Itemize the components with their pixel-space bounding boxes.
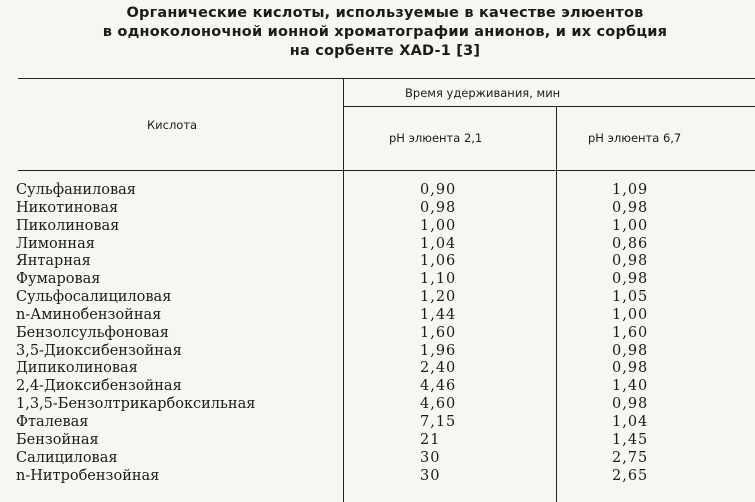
table-row bbox=[16, 289, 755, 307]
table-row bbox=[16, 396, 755, 414]
acid-name: Салициловая bbox=[16, 449, 118, 466]
acid-name: n-Нитробензойная bbox=[16, 467, 160, 484]
table-row bbox=[16, 414, 755, 432]
acid-name: Бензолсульфоновая bbox=[16, 324, 169, 341]
caption-line-1: Органические кислоты, используемые в качестве элюентов bbox=[126, 5, 644, 21]
retention-ph-6-7: 0,98 bbox=[612, 396, 649, 413]
acid-name: Лимонная bbox=[16, 235, 95, 252]
retention-ph-2-1: 21 bbox=[420, 431, 441, 448]
retention-ph-2-1: 1,06 bbox=[420, 253, 457, 270]
column-header-ph-6-7: pH элюента 6,7 bbox=[588, 131, 682, 145]
table-row bbox=[16, 253, 755, 271]
retention-ph-6-7: 1,04 bbox=[612, 413, 649, 430]
retention-ph-2-1: 4,46 bbox=[420, 378, 457, 395]
retention-ph-6-7: 0,98 bbox=[612, 342, 649, 359]
retention-ph-6-7: 1,45 bbox=[612, 431, 649, 448]
retention-ph-6-7: 1,00 bbox=[612, 306, 649, 323]
retention-ph-2-1: 0,90 bbox=[420, 182, 457, 198]
header-bottom-rule bbox=[18, 170, 755, 171]
acid-name: Сульфосалициловая bbox=[16, 289, 172, 306]
acid-name: Фталевая bbox=[16, 413, 89, 430]
table-top-rule bbox=[18, 78, 755, 79]
column-header-acid: Кислота bbox=[147, 118, 198, 132]
retention-ph-6-7: 1,60 bbox=[612, 324, 649, 341]
retention-ph-2-1: 1,44 bbox=[420, 306, 457, 323]
caption-line-3: на сорбенте XAD-1 [3] bbox=[289, 43, 481, 59]
retention-ph-2-1: 30 bbox=[420, 467, 441, 484]
retention-ph-2-1: 1,60 bbox=[420, 324, 457, 341]
retention-ph-2-1: 1,04 bbox=[420, 235, 457, 252]
table-row bbox=[16, 307, 755, 325]
retention-ph-6-7: 1,09 bbox=[612, 182, 649, 198]
table-row bbox=[16, 360, 755, 378]
retention-ph-2-1: 1,20 bbox=[420, 289, 457, 306]
table-row bbox=[16, 450, 755, 468]
acid-name: Бензойная bbox=[16, 431, 99, 448]
acid-name: 3,5-Диоксибензойная bbox=[16, 342, 182, 359]
table-row bbox=[16, 325, 755, 343]
table-row bbox=[16, 378, 755, 396]
acid-name: 2,4-Диоксибензойная bbox=[16, 378, 182, 395]
retention-ph-6-7: 1,00 bbox=[612, 217, 649, 234]
retention-ph-2-1: 30 bbox=[420, 449, 441, 466]
table-row bbox=[16, 271, 755, 289]
retention-ph-6-7: 1,05 bbox=[612, 289, 649, 306]
retention-ph-6-7: 2,75 bbox=[612, 449, 649, 466]
acid-name: Никотиновая bbox=[16, 199, 119, 216]
header-sub-rule bbox=[344, 106, 755, 107]
table-row bbox=[16, 236, 755, 254]
retention-ph-2-1: 7,15 bbox=[420, 413, 457, 430]
retention-ph-2-1: 1,96 bbox=[420, 342, 457, 359]
table-row bbox=[16, 343, 755, 361]
table-row bbox=[16, 218, 755, 236]
retention-ph-6-7: 0,86 bbox=[612, 235, 649, 252]
retention-ph-2-1: 0,98 bbox=[420, 199, 457, 216]
acid-name: Пиколиновая bbox=[16, 217, 120, 234]
table-row bbox=[16, 432, 755, 450]
table-row bbox=[16, 182, 755, 200]
retention-ph-6-7: 0,98 bbox=[612, 199, 649, 216]
retention-ph-2-1: 2,40 bbox=[420, 360, 457, 377]
acid-name: n-Аминобензойная bbox=[16, 306, 162, 323]
column-header-ph-2-1: pH элюента 2,1 bbox=[389, 131, 483, 145]
retention-ph-6-7: 1,40 bbox=[612, 378, 649, 395]
column-header-retention: Время удерживания, мин bbox=[405, 86, 561, 100]
acid-name: Янтарная bbox=[16, 253, 91, 270]
acid-name: Дипиколиновая bbox=[16, 360, 138, 377]
caption-line-2: в одноколоночной ионной хроматографии анионов, и их сорбция bbox=[102, 24, 668, 40]
retention-ph-2-1: 4,60 bbox=[420, 396, 457, 413]
table-row bbox=[16, 468, 755, 486]
retention-ph-6-7: 0,98 bbox=[612, 253, 649, 270]
retention-ph-2-1: 1,00 bbox=[420, 217, 457, 234]
table-body bbox=[16, 182, 755, 485]
acid-name: Фумаровая bbox=[16, 271, 101, 288]
retention-ph-6-7: 2,65 bbox=[612, 467, 649, 484]
table-row bbox=[16, 200, 755, 218]
retention-ph-6-7: 0,98 bbox=[612, 360, 649, 377]
retention-ph-6-7: 0,98 bbox=[612, 271, 649, 288]
acid-name: 1,3,5-Бензолтрикарбоксильная bbox=[16, 396, 256, 413]
table-caption bbox=[40, 4, 730, 61]
retention-ph-2-1: 1,10 bbox=[420, 271, 457, 288]
acid-name: Сульфаниловая bbox=[16, 182, 136, 198]
